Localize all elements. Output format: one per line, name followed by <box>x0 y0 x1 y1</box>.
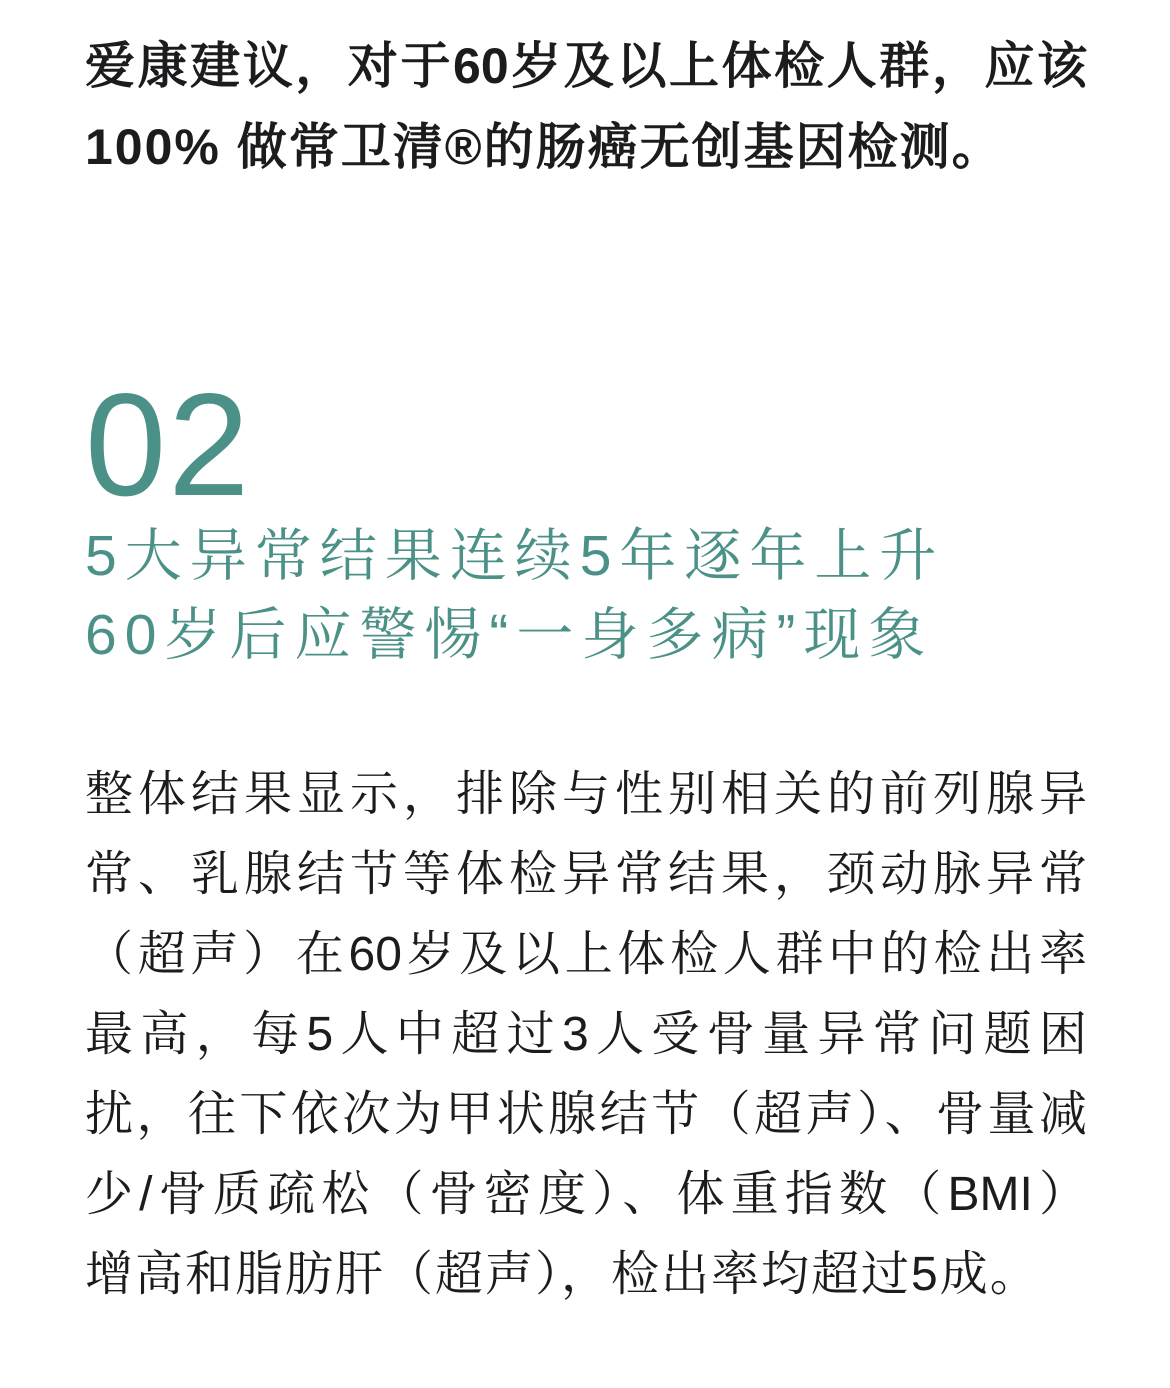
body-line: 少/骨质疏松（骨密度）、体重指数（BMI） <box>85 1168 1087 1221</box>
body-line: 常、乳腺结节等体检异常结果，颈动脉异常 <box>85 848 1087 901</box>
body-line: 整体结果显示，排除与性别相关的前列腺异 <box>85 768 1087 821</box>
intro-line: 100% 做常卫清®的肠癌无创基因检测。 <box>85 119 1004 175</box>
section-title <box>85 517 944 675</box>
section-number: 02 <box>85 363 252 526</box>
section-title-line1: 5大异常结果连续5年逐年上升 <box>85 524 945 588</box>
body-line: （超声）在60岁及以上体检人群中的检出率 <box>85 928 1087 981</box>
intro-paragraph <box>85 26 1087 188</box>
body-line: 扰，往下依次为甲状腺结节（超声）、骨量减 <box>85 1088 1087 1141</box>
section-title-line2: 60岁后应警惕“一身多病”现象 <box>85 603 934 667</box>
intro-line: 爱康建议，对于60岁及以上体检人群，应该 <box>85 38 1087 94</box>
body-paragraph <box>85 755 1087 1315</box>
body-line: 最高，每5人中超过3人受骨量异常问题困 <box>85 1008 1087 1061</box>
body-line: 增高和脂肪肝（超声），检出率均超过5成。 <box>85 1248 1040 1301</box>
